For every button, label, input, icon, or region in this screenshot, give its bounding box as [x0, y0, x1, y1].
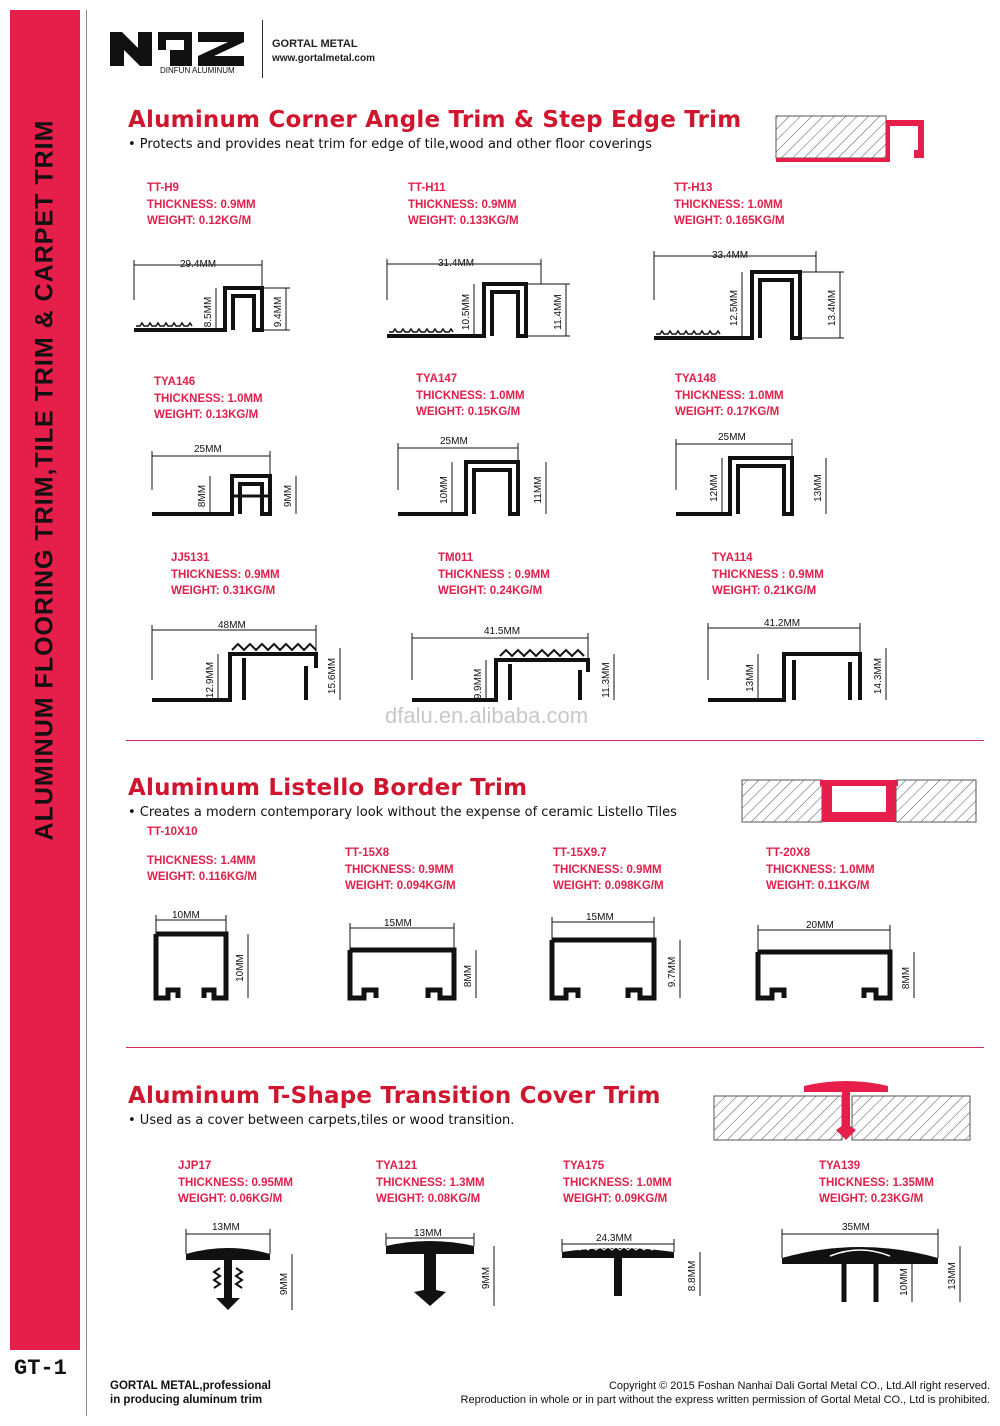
product-label: TYA148 THICKNESS: 1.0MM WEIGHT: 0.17KG/M [675, 373, 784, 418]
product-label: TT-H13 THICKNESS: 1.0MM WEIGHT: 0.165KG/M [674, 182, 785, 227]
dimension-label: 15MM [586, 912, 614, 923]
dimension-label: 24.3MM [596, 1233, 633, 1244]
dimension-label: 25MM [718, 432, 746, 443]
dimension-label: 8MM [463, 964, 474, 988]
dimension-label: 48MM [218, 620, 246, 631]
dimension-label: 29.4MM [180, 259, 217, 270]
dimension-label: 8.8MM [687, 1260, 698, 1292]
brand-name: GORTAL METAL [272, 38, 358, 50]
profile-tt-15x8 [350, 923, 476, 998]
dimension-label: 9MM [279, 1272, 290, 1296]
section-desc-listello: • Creates a modern contemporary look without the expense of ceramic Listello Tiles [128, 805, 677, 820]
dimension-label: 13MM [745, 664, 756, 692]
profile-jj5131 [152, 625, 340, 700]
dimension-label: 11.3MM [601, 662, 612, 698]
footer-copyright: Copyright © 2015 Foshan Nanhai Dali Gortal Metal CO., Ltd.All right reserved. Reproduction in whole or in part without the express written permission of Gortal Metal CO., Ltd is prohibited. [460, 1380, 990, 1406]
profile-tt-15x9.7 [552, 917, 680, 998]
product-label: JJ5131 THICKNESS: 0.9MM WEIGHT: 0.31KG/M [171, 552, 280, 597]
dimension-label: 9.9MM [473, 668, 484, 700]
profile-tya114 [708, 623, 886, 700]
page-code: GT-1 [14, 1356, 67, 1381]
dimension-label: 9.4MM [273, 296, 284, 328]
dimension-label: 10MM [235, 954, 246, 982]
dimension-label: 41.2MM [764, 618, 801, 629]
dimension-label: 41.5MM [484, 626, 521, 637]
dimension-label: 15MM [384, 918, 412, 929]
dimension-label: 12.9MM [205, 661, 216, 699]
dimension-label: 13MM [947, 1262, 958, 1290]
footer-left: GORTAL METAL,professional in producing aluminum trim [110, 1380, 272, 1406]
dimension-label: 9.7MM [667, 956, 678, 988]
dimension-label: 13MM [212, 1222, 240, 1233]
dimension-label: 31.4MM [438, 258, 475, 269]
dimension-label: 11.4MM [553, 294, 564, 330]
profile-tya148 [676, 439, 826, 514]
product-label: TYA175 THICKNESS: 1.0MM WEIGHT: 0.09KG/M [563, 1160, 672, 1205]
profile-tt-h11 [387, 259, 570, 336]
product-label: TYA139 THICKNESS: 1.35MM WEIGHT: 0.23KG/M [819, 1160, 935, 1205]
product-label: TYA121 THICKNESS: 1.3MM WEIGHT: 0.08KG/M [376, 1160, 485, 1205]
logo-text: DINFUN ALUMINUM [160, 66, 235, 75]
profile-tt-20x8 [758, 925, 914, 998]
product-label: TYA114 THICKNESS : 0.9MM WEIGHT: 0.21KG/M [712, 552, 824, 597]
dimension-label: 13MM [813, 474, 824, 502]
product-label: TT-H11 THICKNESS: 0.9MM WEIGHT: 0.133KG/M [408, 182, 519, 227]
profile-tya147 [398, 443, 546, 514]
section-title-listello: Aluminum Listello Border Trim [128, 775, 528, 801]
profile-tt-h13 [654, 251, 844, 338]
dimension-label: 20MM [806, 920, 834, 931]
dimension-label: 8.5MM [203, 296, 214, 328]
dimension-label: 25MM [440, 436, 468, 447]
product-label: TT-20X8 THICKNESS: 1.0MM WEIGHT: 0.11KG/M [766, 847, 875, 892]
dimension-label: 9MM [481, 1266, 492, 1290]
dimension-label: 12.5MM [729, 289, 740, 327]
dimension-label: 14.3MM [873, 657, 884, 695]
section-desc-corner: • Protects and provides neat trim for edge of tile,wood and other floor coverings [128, 137, 652, 152]
profile-tya139 [782, 1229, 960, 1302]
profile-tya175 [562, 1239, 700, 1296]
dimension-label: 33.4MM [712, 250, 749, 261]
dimension-label: 10MM [172, 910, 200, 921]
sidebar-title: ALUMINUM FLOORING TRIM,TILE TRIM & CARPET TRIM [30, 119, 59, 841]
dimension-label: 9MM [283, 484, 294, 508]
dimension-label: 10.5MM [461, 293, 472, 331]
profile-jjp17 [186, 1229, 292, 1310]
dimension-label: 13.4MM [827, 289, 838, 327]
product-label: JJP17 THICKNESS: 0.95MM WEIGHT: 0.06KG/M [178, 1160, 294, 1205]
profile-tm011 [412, 633, 614, 700]
section-title-tshape: Aluminum T-Shape Transition Cover Trim [128, 1083, 661, 1109]
tshape-trim-icon [714, 1081, 970, 1140]
dimension-label: 10MM [899, 1268, 910, 1296]
section-desc-tshape: • Used as a cover between carpets,tiles or wood transition. [128, 1113, 515, 1128]
dimension-label: 25MM [194, 444, 222, 455]
dimension-label: 8MM [197, 484, 208, 508]
product-label: TM011 THICKNESS : 0.9MM WEIGHT: 0.24KG/M [438, 552, 550, 597]
product-label: TYA147 THICKNESS: 1.0MM WEIGHT: 0.15KG/M [416, 373, 525, 418]
dimension-label: 10MM [439, 476, 450, 504]
listello-trim-icon [742, 780, 976, 822]
dimension-label: 11MM [533, 476, 544, 504]
profile-tya146 [152, 451, 296, 514]
corner-trim-icon [776, 116, 924, 162]
watermark: dfalu.en.alibaba.com [385, 703, 589, 728]
product-label: TT-15X8 THICKNESS: 0.9MM WEIGHT: 0.094KG/M [345, 847, 456, 892]
section-title-corner: Aluminum Corner Angle Trim & Step Edge Trim [128, 107, 742, 133]
dimension-label: 15.6MM [327, 657, 338, 695]
brand-url: www.gortalmetal.com [272, 53, 375, 64]
profile-tya121 [386, 1233, 494, 1306]
product-label: TT-10X10 THICKNESS: 1.4MM WEIGHT: 0.116KG/M [147, 826, 257, 883]
product-label: TT-15X9.7 THICKNESS: 0.9MM WEIGHT: 0.098KG/M [553, 847, 664, 892]
dimension-label: 8MM [901, 966, 912, 990]
product-label: TYA146 THICKNESS: 1.0MM WEIGHT: 0.13KG/M [154, 376, 263, 421]
product-label: TT-H9 THICKNESS: 0.9MM WEIGHT: 0.12KG/M [147, 182, 256, 227]
dimension-label: 35MM [842, 1222, 870, 1233]
dimension-label: 13MM [414, 1228, 442, 1239]
dimension-label: 12MM [709, 474, 720, 502]
